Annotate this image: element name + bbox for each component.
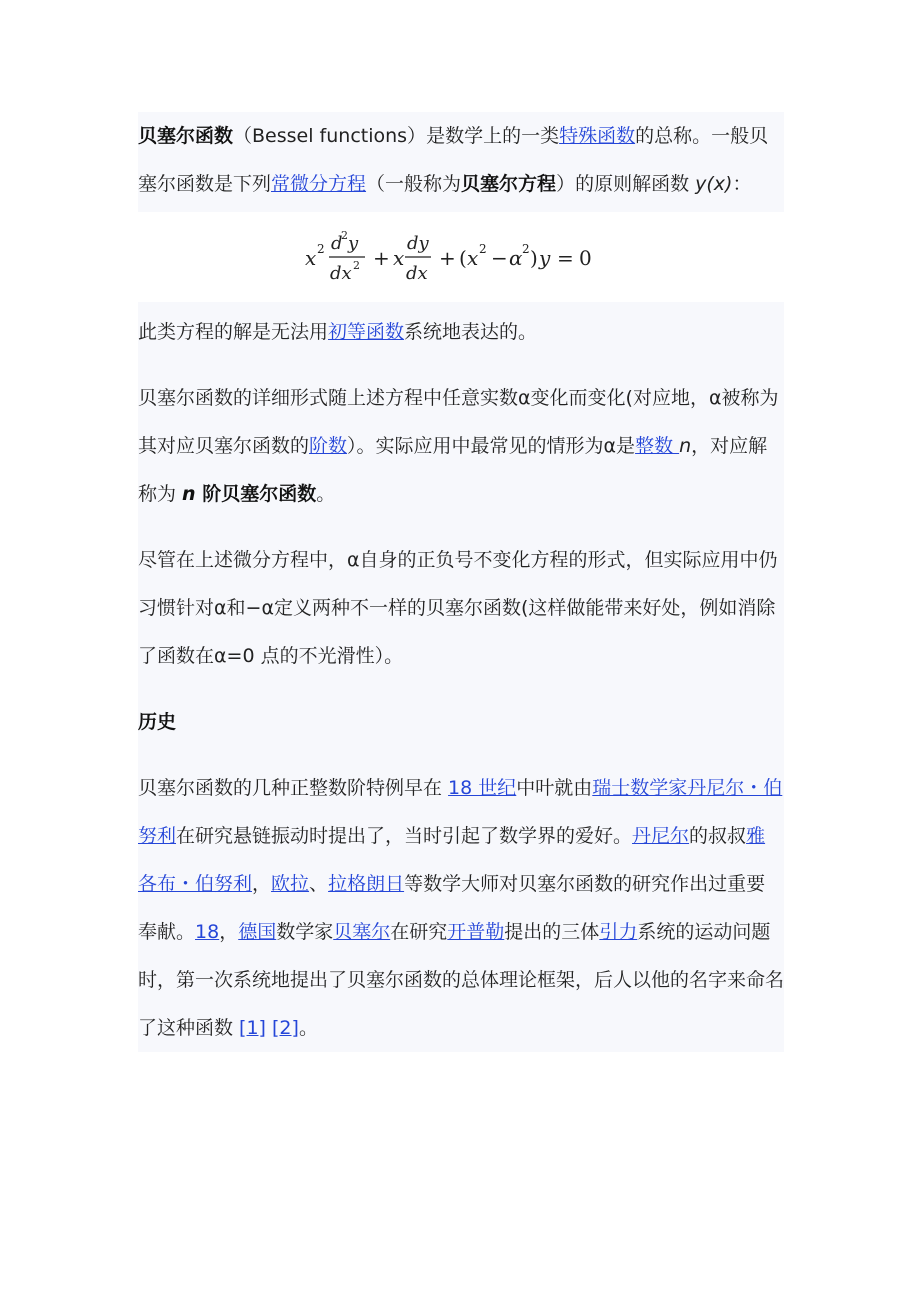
svg-text:y: y xyxy=(539,246,551,270)
paragraph-history: 贝塞尔函数的几种正整数阶特例早在 18 世纪中叶就由瑞士数学家丹尼尔・伯努利在研究悬链振动时提出了，当时引起了数学界的爱好。丹尼尔的叔叔雅各布・伯努利，欧拉、拉格朗日等数学大师对贝塞尔函数的研究作出过重要奉献。18，德国数学家贝塞尔在研究开普勒提出的三体引力系统的运动问题时，第一次系统地提出了贝塞尔函数的总体理论框架，后人以他的名字来命名了这种函数 [1] [2]。 xyxy=(138,777,785,1039)
svg-text:(: ( xyxy=(459,246,467,270)
svg-text:2: 2 xyxy=(353,259,360,272)
link-special-functions[interactable]: 特殊函数 xyxy=(559,125,636,147)
svg-text:dx: dx xyxy=(406,263,428,284)
link-integer[interactable]: 整数 xyxy=(635,435,680,457)
link-gravity[interactable]: 引力 xyxy=(599,921,638,943)
paragraph-elementary: 此类方程的解是无法用初等函数系统地表达的。 xyxy=(138,321,538,343)
link-daniel[interactable]: 丹尼尔 xyxy=(632,825,690,847)
link-order[interactable]: 阶数 xyxy=(309,435,348,457)
svg-text:0: 0 xyxy=(579,246,592,270)
paragraph-order: 贝塞尔函数的详细形式随上述方程中任意实数α变化而变化(对应地，α被称为其对应贝塞尔函数的阶数）。实际应用中最常见的情形为α是整数 n，对应解称为 n 阶贝塞尔函数。 xyxy=(138,387,779,505)
svg-text:2: 2 xyxy=(317,242,325,256)
svg-text:): ) xyxy=(530,246,538,270)
link-lagrange[interactable]: 拉格朗日 xyxy=(328,873,405,895)
svg-text:=: = xyxy=(557,246,574,270)
reference-1[interactable]: [1] xyxy=(239,1017,266,1039)
link-kepler[interactable]: 开普勒 xyxy=(447,921,505,943)
var-yx: y(x) xyxy=(695,173,733,195)
link-18[interactable]: 18 xyxy=(195,921,220,943)
reference-2[interactable]: [2] xyxy=(272,1017,299,1039)
intro-paragraph: 贝塞尔函数（Bessel functions）是数学上的一类特殊函数的总称。一般贝塞尔函数是下列常微分方程（一般称为贝塞尔方程）的原则解函数 y(x)： xyxy=(138,125,769,195)
paragraph-sign: 尽管在上述微分方程中，α自身的正负号不变化方程的形式，但实际应用中仍习惯针对α和−α定义两种不一样的贝塞尔函数(这样做能带来好处，例如消除了函数在α=0 点的不光滑性）。 xyxy=(138,549,778,667)
article-body xyxy=(138,112,784,1052)
svg-text:2: 2 xyxy=(479,242,487,256)
svg-text:d: d xyxy=(331,233,343,254)
link-jacob-bernoulli[interactable]: 雅各布・伯努利 xyxy=(138,825,766,895)
link-elementary-functions[interactable]: 初等函数 xyxy=(328,321,405,343)
link-swiss-daniel-bernoulli[interactable]: 瑞士数学家丹尼尔・伯努利 xyxy=(138,777,783,847)
link-ode[interactable]: 常微分方程 xyxy=(271,173,367,195)
svg-text:2: 2 xyxy=(522,242,530,256)
svg-text:2: 2 xyxy=(341,229,348,242)
term-nth-order-bessel: 阶贝塞尔函数 xyxy=(195,483,317,505)
term-bessel-equation: 贝塞尔方程 xyxy=(461,173,557,195)
svg-text:dx: dx xyxy=(330,263,352,284)
svg-text:dy: dy xyxy=(407,233,429,254)
svg-text:y: y xyxy=(348,233,359,254)
svg-text:x: x xyxy=(467,246,479,270)
var-n: n xyxy=(679,435,692,457)
svg-text:α: α xyxy=(509,246,523,270)
svg-text:−: − xyxy=(491,246,508,270)
link-germany[interactable]: 德国 xyxy=(238,921,277,943)
link-euler[interactable]: 欧拉 xyxy=(271,873,310,895)
svg-text:+: + xyxy=(373,246,390,270)
bold-n: n xyxy=(182,483,196,505)
svg-text:+: + xyxy=(439,246,456,270)
term-bessel: 贝塞尔函数 xyxy=(138,125,234,147)
section-heading-history: 历史 xyxy=(138,711,177,733)
link-18th-century[interactable]: 18 世纪 xyxy=(448,777,517,799)
bessel-equation-formula xyxy=(138,212,784,302)
svg-text:x: x xyxy=(393,246,405,270)
link-bessel[interactable]: 贝塞尔 xyxy=(333,921,391,943)
svg-text:x: x xyxy=(305,246,317,270)
